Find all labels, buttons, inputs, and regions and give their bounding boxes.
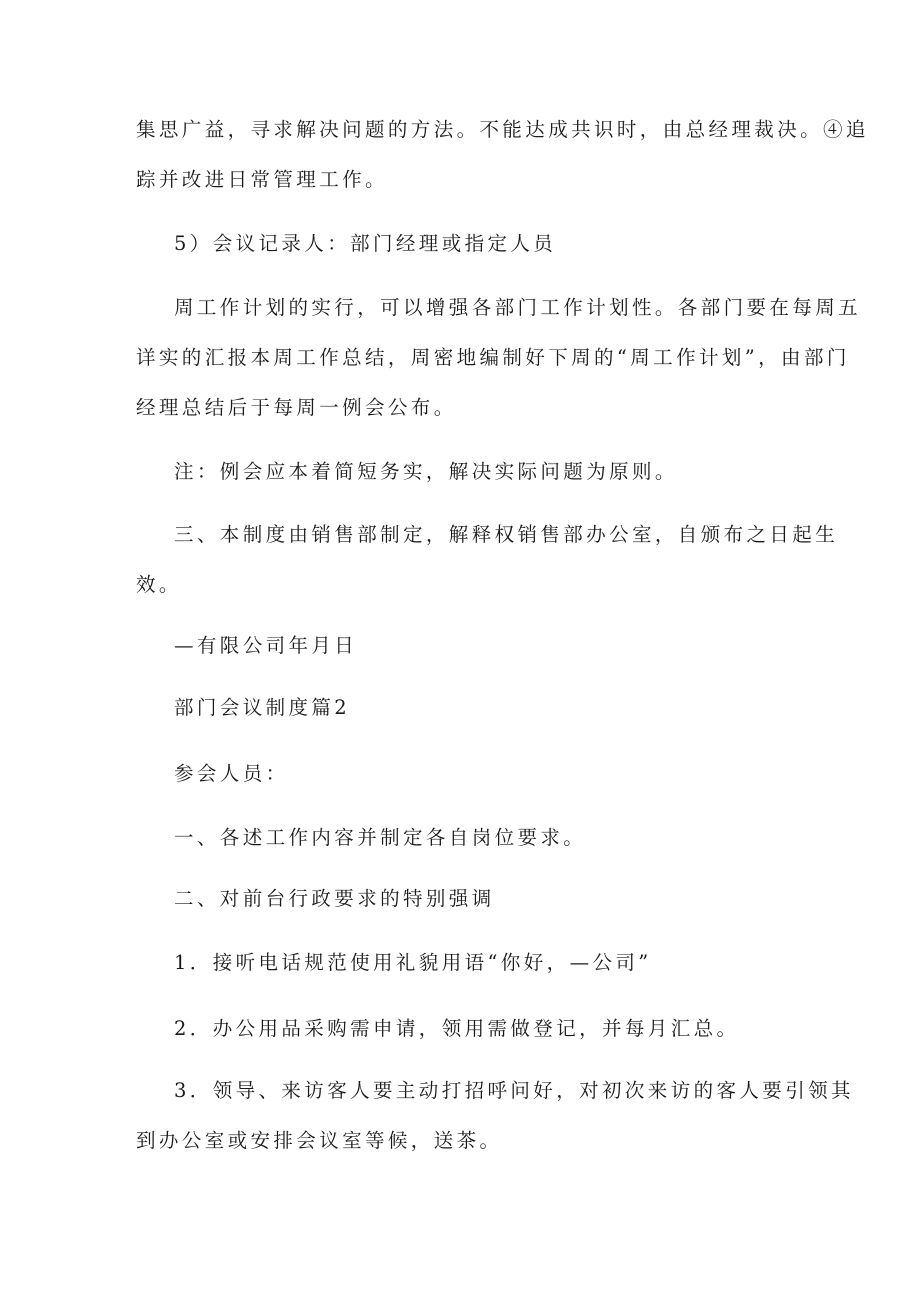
list-item: 二、对前台行政要求的特别强调 — [174, 887, 495, 910]
paragraph-line: 踪并改进日常管理工作。 — [136, 168, 388, 191]
paragraph-line: 集思广益，寻求解决问题的方法。不能达成共识时，由总经理裁决。④追 — [136, 118, 869, 141]
list-item: 3．领导、来访客人要主动打招呼问好，对初次来访的客人要引领其 — [174, 1079, 854, 1102]
paragraph-line: 到办公室或安排会议室等候，送茶。 — [136, 1129, 503, 1152]
list-item: 2．办公用品采购需申请，领用需做登记，并每月汇总。 — [174, 1017, 740, 1040]
note-line: 注：例会应本着简短务实，解决实际问题为原则。 — [174, 460, 678, 483]
company-date-line: —有限公司年月日 — [174, 634, 358, 657]
paragraph-line: 经理总结后于每周一例会公布。 — [136, 396, 457, 419]
meeting-recorder-item: 5）会议记录人：部门经理或指定人员 — [174, 232, 557, 255]
paragraph-line: 三、本制度由销售部制定，解释权销售部办公室，自颁布之日起生 — [174, 523, 839, 546]
paragraph-line: 效。 — [136, 573, 182, 596]
paragraph-line: 周工作计划的实行，可以增强各部门工作计划性。各部门要在每周五 — [174, 296, 862, 319]
paragraph-line: 详实的汇报本周工作总结，周密地编制好下周的“周工作计划”，由部门 — [136, 346, 850, 369]
section-title: 部门会议制度篇2 — [174, 696, 351, 719]
list-item: 一、各述工作内容并制定各自岗位要求。 — [174, 826, 587, 849]
list-item: 1．接听电话规范使用礼貌用语“你好，—公司” — [174, 951, 652, 974]
attendees-label: 参会人员： — [174, 762, 289, 785]
